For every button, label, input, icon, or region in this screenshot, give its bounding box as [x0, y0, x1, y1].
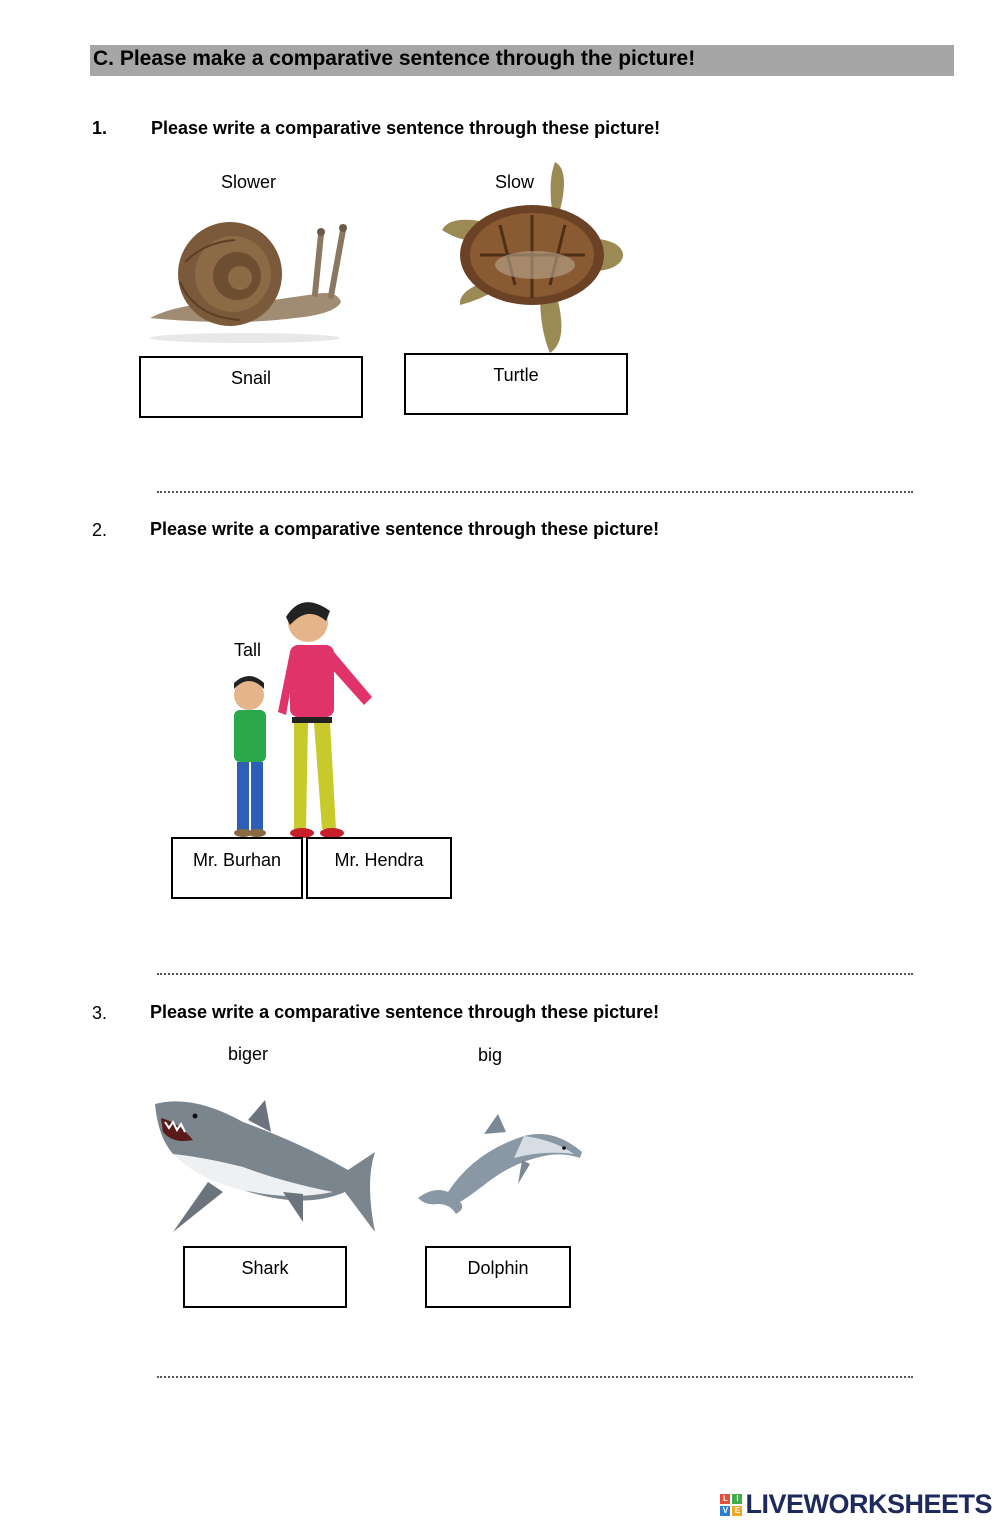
shark-name: Shark: [241, 1258, 289, 1278]
question-3-prompt: Please write a comparative sentence through these picture!: [150, 1002, 660, 1022]
answer-line-2[interactable]: [157, 973, 913, 975]
question-3-number: 3.: [92, 1003, 108, 1023]
snail-adjective: Slower: [221, 172, 277, 192]
question-1-number: 1.: [92, 118, 108, 138]
turtle-image: [440, 160, 626, 355]
dolphin-adjective: big: [478, 1045, 503, 1065]
burhan-name-box: [171, 837, 303, 899]
logo-text: LIVEWORKSHEETS: [745, 1489, 992, 1519]
shark-name-box: [183, 1246, 347, 1308]
answer-line-1[interactable]: [157, 491, 913, 493]
question-1-prompt: Please write a comparative sentence through these picture!: [151, 118, 661, 138]
section-title: C. Please make a comparative sentence through the picture!: [93, 47, 696, 70]
logo-icon: L I V E: [720, 1494, 742, 1516]
snail-image: [145, 222, 350, 344]
hendra-name-box: [306, 837, 452, 899]
burhan-name: Mr. Burhan: [192, 850, 282, 870]
turtle-name: Turtle: [493, 365, 539, 385]
liveworksheets-logo[interactable]: [720, 1489, 992, 1520]
dolphin-image: [414, 1112, 586, 1216]
people-image: [222, 597, 382, 839]
snail-name: Snail: [230, 368, 272, 388]
answer-line-3[interactable]: [157, 1376, 913, 1378]
question-2-number: 2.: [92, 520, 108, 540]
dolphin-name: Dolphin: [467, 1258, 529, 1278]
turtle-adjective: Slow: [495, 172, 535, 192]
question-2-prompt: Please write a comparative sentence through these picture!: [150, 519, 660, 539]
snail-name-box: [139, 356, 363, 418]
shark-image: [153, 1092, 381, 1238]
dolphin-name-box: [425, 1246, 571, 1308]
hendra-name: Mr. Hendra: [334, 850, 424, 870]
height-adjective: Tall: [234, 640, 262, 660]
shark-adjective: biger: [228, 1044, 269, 1064]
turtle-name-box: [404, 353, 628, 415]
